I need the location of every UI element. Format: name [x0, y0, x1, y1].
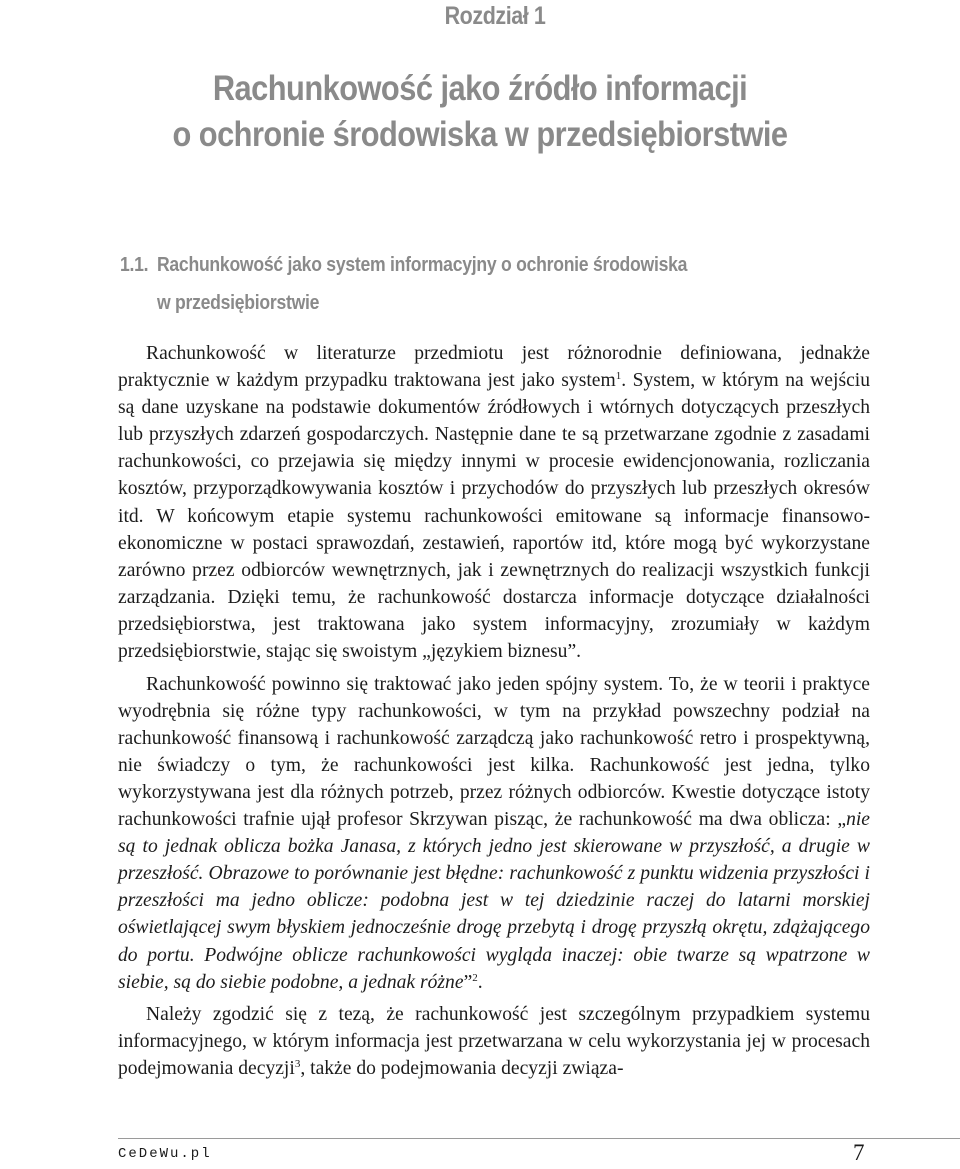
- section-number: 1.1.: [120, 254, 149, 276]
- footer-divider: [118, 1138, 960, 1139]
- page-number: 7: [853, 1140, 865, 1165]
- paragraph-3-text-a: Należy zgodzić się z tezą, że rachunkowość jest szczególnym przypadkiem systemu informacyjnego, w którym informacja jest przetwarzana w celu wykorzystania jej w procesach podejmowania decyzji: [118, 1004, 870, 1080]
- paragraph-2-text-a: Rachunkowość powinno się traktować jako jeden spójny system. To, że w teorii i praktyce wyodrębnia się różne typy rachunkowości, w tym na przykład powszechny podział na rachunkowość finansową i rachunkowość zarządczą jako rachunkowość retro i prospektywną, nie świadczy o tym, że rachunkowości jest kilka. Rachunkowość jest jedna, tylko wykorzystywana jest dla różnych potrzeb, przez różnych odbiorców. Kwestie dotyczące istoty rachunkowości trafnie ujął profesor Skrzywan pisząc, że rachunkowość ma dwa oblicza: „: [118, 673, 870, 831]
- paragraph-3: [118, 1001, 870, 1082]
- paragraph-2-text-c: .: [477, 971, 483, 993]
- paragraph-2: [118, 671, 870, 996]
- paragraph-1-text-a: Rachunkowość w literaturze przedmiotu jest różnorodnie definiowana, jednakże praktycznie w każdym przypadku traktowana jest jako system: [118, 343, 870, 392]
- chapter-title-line-2: o ochronie środowiska w przedsiębiorstwie: [172, 115, 788, 154]
- body-text: [118, 340, 870, 1088]
- skrzywan-quote: nie są to jednak oblicza bożka Janasa, z których jedno jest skierowane w przyszłość, a drugie w przeszłość. Obrazowe to porównanie jest błędne: rachunkowość z punktu widzenia przyszłości i przeszłości ma jedno oblicze: podobna jest w tej dziedzinie raczej do latarni morskiej oświetlającej swym błyskiem jednocześnie drogę przebytą i drogę przyszłą okrętu, zdążającego do portu. Podwójne oblicze rachunkowości wygląda inaczej: obie twarze są wpatrzone w siebie, są do siebie podobne, a jednak różne: [118, 809, 870, 993]
- chapter-label: Rozdział 1: [444, 2, 546, 30]
- chapter-title-line-1: Rachunkowość jako źródło informacji: [212, 69, 748, 108]
- footnote-ref-1: 1: [615, 370, 622, 383]
- footnote-ref-2: 2: [472, 971, 478, 984]
- paragraph-1: [118, 340, 870, 665]
- section-title-line-2: w przedsiębiorstwie: [156, 292, 320, 314]
- footnote-ref-3: 3: [294, 1058, 301, 1071]
- section-title-line-1: Rachunkowość jako system informacyjny o ochronie środowiska: [156, 254, 688, 276]
- paragraph-1-text-b: . System, w którym na wejściu są dane uzyskane na podstawie dokumentów źródłowych i wtórnych dotyczących przeszłych lub przyszłych zdarzeń gospodarczych. Następnie dane te są przetwarzane zgodnie z zasadami rachunkowości, co przejawia się między innymi w procesie ewidencjonowania, rozliczania kosztów, przyporządkowywania kosztów i przychodów do przyszłych lub przeszłych okresów itd. W końcowym etapie systemu rachunkowości emitowane są informacje finansowo-ekonomiczne w postaci sprawozdań, zestawień, raportów itd, które mogą być wykorzystane zarówno przez odbiorców wewnętrznych, jak i zewnętrznych do realizacji wszystkich funkcji zarządzania. Dzięki temu, że rachunkowość dostarcza informacje dotyczące działalności przedsiębiorstwa, jest traktowana jako system informacyjny, zrozumiały w każdym przedsiębiorstwie, stając się swoistym „językiem biznesu”.: [118, 370, 871, 663]
- paragraph-3-text-b: , także do podejmowania decyzji związa-: [300, 1058, 624, 1080]
- chapter-title: [0, 66, 960, 158]
- publisher-brand: CeDeWu.pl: [118, 1146, 212, 1162]
- section-heading: [120, 246, 760, 322]
- paragraph-2-quote-close: ”: [463, 971, 473, 993]
